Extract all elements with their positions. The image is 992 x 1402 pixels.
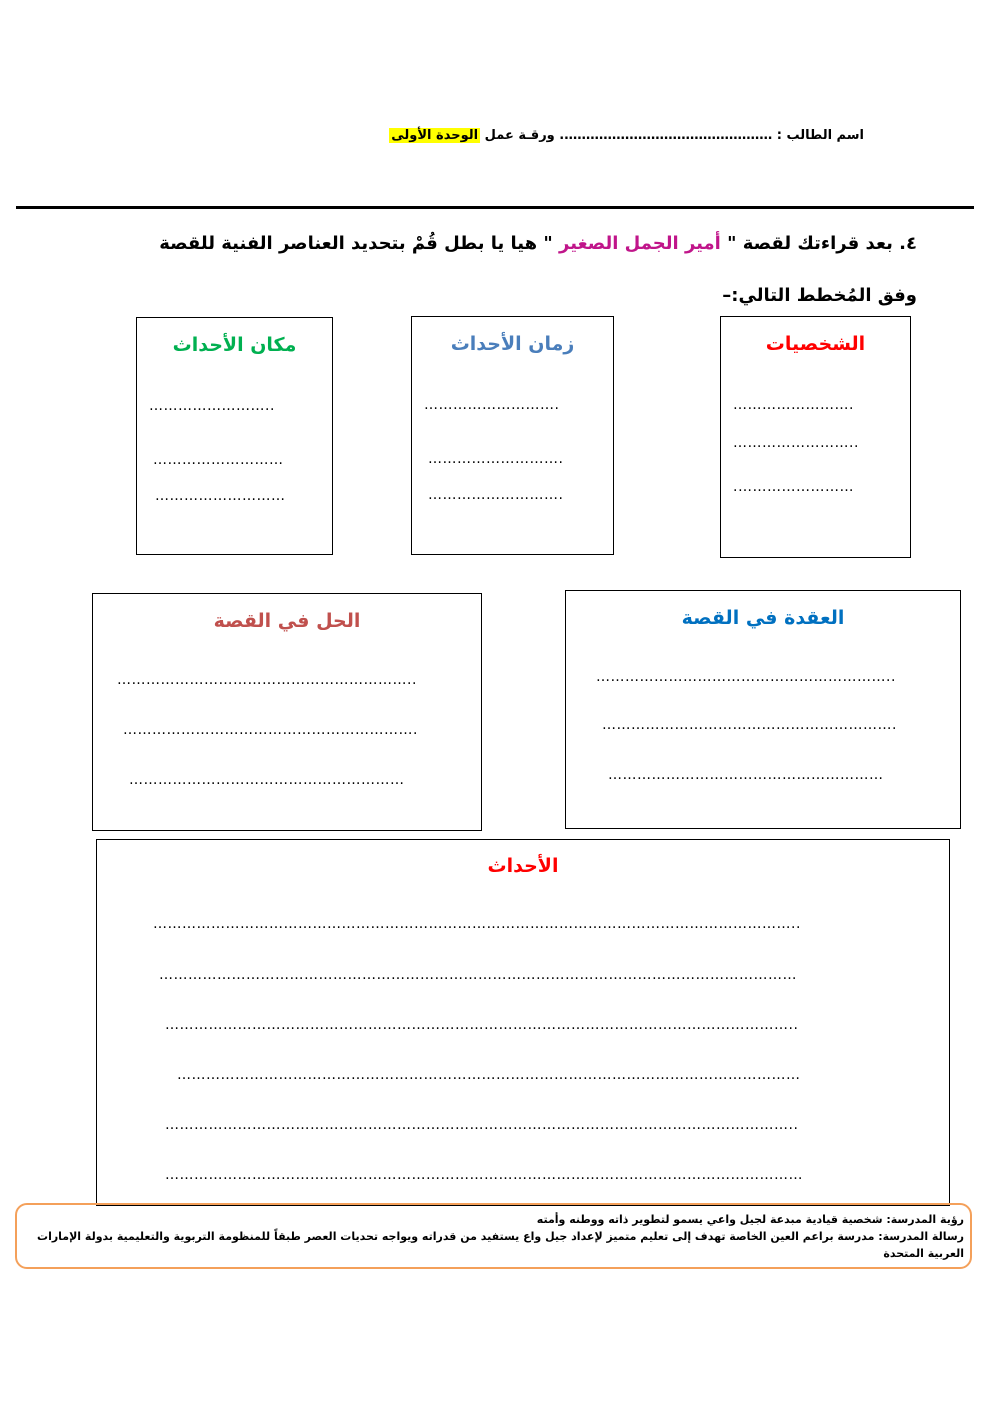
characters-line-1[interactable]: ……………………. xyxy=(733,397,854,413)
student-name-label: اسم الطالب : xyxy=(776,128,864,143)
events-line-3[interactable]: ………………………………………………………………………………………………………………….. xyxy=(165,1017,799,1033)
school-vision: رؤية المدرسة: شخصية قيادية مبدعة لجيل واعي يسمو لتطوير ذاته ووطنه وأمته xyxy=(536,1213,964,1226)
characters-line-3[interactable]: .…………………… xyxy=(733,479,854,495)
events-line-2[interactable]: …………………………………………………………………………………………………………………… xyxy=(159,967,797,983)
place-line-3[interactable]: ……………………… xyxy=(155,488,286,504)
worksheet-header xyxy=(224,128,864,143)
time-line-1[interactable]: ………………………. xyxy=(424,397,560,413)
characters-box xyxy=(720,316,911,558)
time-box xyxy=(411,316,614,555)
story-title: أمير الجمل الصغير xyxy=(559,233,721,254)
place-title: مكان الأحداث xyxy=(172,334,297,356)
question-instruction xyxy=(127,218,917,322)
solution-line-2[interactable]: ……………………………………………………. xyxy=(123,722,418,738)
sheet-label: ورقـة عمل xyxy=(484,128,555,143)
events-line-4[interactable]: ………………………………………………………………………………………………………………… xyxy=(177,1067,801,1083)
instruction-part-2: " هيا يا بطل قُمْ بتحديد العناصر الفنية للقصة وفق المُخطط التالي:– xyxy=(159,233,917,306)
events-box xyxy=(96,839,950,1206)
conflict-line-3[interactable]: ………………………………………………… xyxy=(608,767,884,783)
characters-title: الشخصيات xyxy=(765,333,866,355)
conflict-box xyxy=(565,590,961,829)
solution-box xyxy=(92,593,482,831)
solution-line-1[interactable]: …………………………………………………….. xyxy=(117,672,417,688)
events-title: الأحداث xyxy=(487,855,559,877)
characters-line-2[interactable]: …………………….. xyxy=(733,435,859,451)
instruction-part-1: بعد قراءتك لقصة " xyxy=(727,233,893,254)
place-line-2[interactable]: ……………………… xyxy=(153,452,284,468)
conflict-line-1[interactable]: …………………………………………………….. xyxy=(596,669,896,685)
school-footer xyxy=(15,1203,972,1269)
time-line-3[interactable]: ………………………. xyxy=(428,487,564,503)
events-line-1[interactable]: …………………………………………………………………………………………………………………….. xyxy=(153,916,801,932)
place-line-1[interactable]: …………………….. xyxy=(149,398,275,414)
events-line-5[interactable]: ………………………………………………………………………………………………………………….. xyxy=(165,1117,799,1133)
student-name-field[interactable]: …………………………………………. xyxy=(559,128,773,143)
events-line-6[interactable]: …………………………………………………………………………………………………………………… xyxy=(165,1167,803,1183)
place-box xyxy=(136,317,333,555)
question-number: ٤. xyxy=(899,233,917,254)
conflict-title: العقدة في القصة xyxy=(681,607,845,629)
conflict-line-2[interactable]: ……………………………………………………. xyxy=(602,717,897,733)
solution-line-3[interactable]: ………………………………………………… xyxy=(129,772,405,788)
school-mission: رسالة المدرسة: مدرسة براعم العين الخاصة تهدف إلى تعليم متميز لإعداد جيل واع يستفيد من قدراته ويواجه تحديات العصر طبقاً للمنظومة التربوية والتعليمية بدولة الإمارات العربية المتحدة xyxy=(37,1230,964,1260)
solution-title: الحل في القصة xyxy=(213,610,361,632)
header-divider xyxy=(16,206,974,209)
time-line-2[interactable]: ………………………. xyxy=(428,451,564,467)
unit-label: الوحدة الأولى xyxy=(391,128,479,143)
time-title: زمان الأحداث xyxy=(450,333,575,355)
